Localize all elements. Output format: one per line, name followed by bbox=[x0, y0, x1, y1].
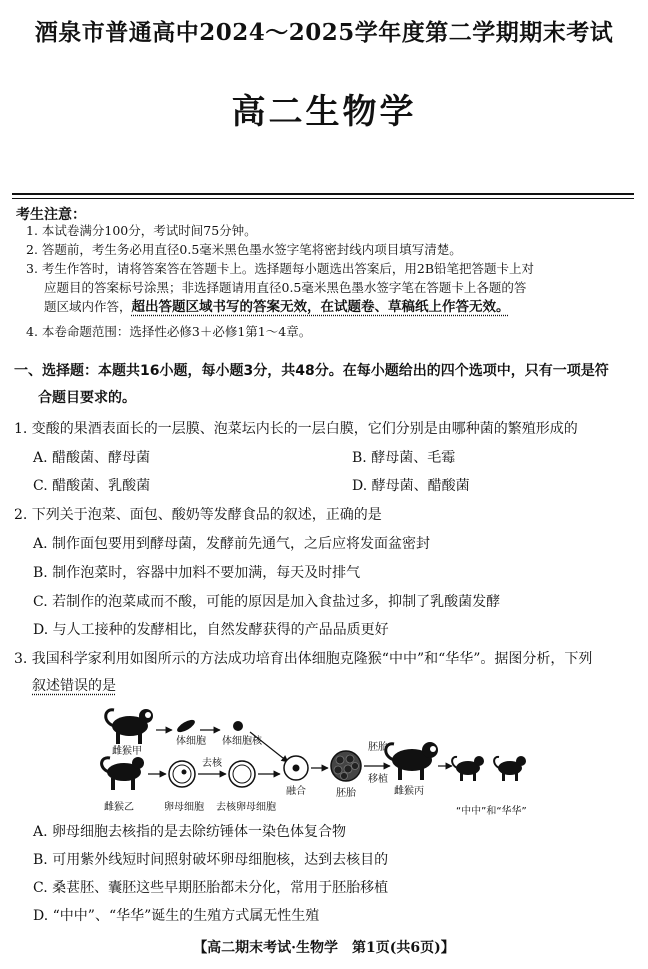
label-somatic-nucleus: 体细胞核 bbox=[222, 736, 262, 747]
page-footer: 【高二期末考试·生物学 第1页(共6页)】 bbox=[193, 940, 455, 956]
baby-monkey-icon bbox=[452, 756, 484, 781]
label-embryo-transfer-2: 移植 bbox=[368, 774, 388, 785]
question-3-option-d: D. “中中”、“华华”诞生的生殖方式属无性生殖 bbox=[33, 908, 320, 924]
exam-title: 酒泉市普通高中2024～2025学年度第二学期期末考试 bbox=[34, 19, 614, 46]
top-rule bbox=[12, 193, 634, 195]
question-3-stem: 3. 我国科学家利用如图所示的方法成功培育出体细胞克隆猴“中中”和“华华”。据图分析，下列 bbox=[14, 651, 593, 667]
label-enucleate: 去核 bbox=[202, 758, 222, 769]
section-heading-cont: 合题目要求的。 bbox=[38, 390, 136, 406]
monkey-icon bbox=[386, 742, 438, 780]
question-2-option-d: D. 与人工接种的发酵相比，自然发酵获得的产品品质更好 bbox=[33, 622, 389, 638]
label-monkey-b: 雌猴乙 bbox=[104, 802, 134, 813]
notice-item-2: 2. 答题前，考生务必用直径0.5毫米黑色墨水签字笔将密封线内项目填写清楚。 bbox=[26, 242, 462, 257]
notice-item-3-tail: 题区域内作答， bbox=[44, 299, 132, 314]
notice-item-3-cont: 应题目的答案标号涂黑；非选择题请用直径0.5毫米黑色墨水签字笔在答题卡上各题的答 bbox=[44, 280, 527, 295]
label-somatic-cell: 体细胞 bbox=[176, 736, 206, 747]
question-1-option-a: A. 醋酸菌、酵母菌 bbox=[33, 450, 151, 466]
question-2-option-c: C. 若制作的泡菜咸而不酸，可能的原因是加入食盐过多，抑制了乳酸菌发酵 bbox=[33, 594, 501, 610]
question-3-stem-cont bbox=[32, 673, 634, 699]
label-monkey-c: 雌猴丙 bbox=[394, 786, 424, 797]
arrow bbox=[250, 732, 288, 762]
notice-item-1: 1. 本试卷满分100分，考试时间75分钟。 bbox=[26, 223, 257, 238]
subject-title: 高二生物学 bbox=[231, 92, 417, 132]
nucleus-icon bbox=[233, 721, 243, 731]
somatic-cell-icon bbox=[175, 718, 196, 735]
notice-heading: 考生注意： bbox=[16, 207, 86, 223]
notice-emphasis: 超出答题区域书写的答案无效，在试题卷、草稿纸上作答无效。 bbox=[131, 299, 510, 315]
label-embryo: 胚胎 bbox=[336, 788, 356, 799]
monkey-icon bbox=[106, 709, 153, 744]
top-rule-thin bbox=[12, 198, 634, 199]
question-3-option-b: B. 可用紫外线短时间照射破坏卵母细胞核，达到去核目的 bbox=[33, 852, 389, 868]
monkey-icon bbox=[102, 757, 144, 790]
question-2-option-a: A. 制作面包要用到酵母菌，发酵前先通气，之后应将发面盆密封 bbox=[33, 536, 431, 552]
question-2-option-b: B. 制作泡菜时，容器中加料不要加满，每天及时排气 bbox=[33, 565, 361, 581]
notice-item-3-cont2 bbox=[44, 298, 638, 316]
question-3-option-c: C. 桑葚胚、囊胚这些早期胚胎都未分化，常用于胚胎移植 bbox=[33, 880, 389, 896]
section-heading: 一、选择题：本题共16小题，每小题3分，共48分。在每小题给出的四个选项中，只有一项是符 bbox=[14, 363, 609, 379]
notice-item-3: 3. 考生作答时，请将答案答在答题卡上。选择题每小题选出答案后，用2B铅笔把答题卡上对 bbox=[26, 261, 535, 276]
question-1-option-d: D. 酵母菌、醋酸菌 bbox=[352, 478, 470, 494]
label-embryo-transfer-1: 胚胎 bbox=[368, 742, 388, 753]
question-2-stem: 2. 下列关于泡菜、面包、酸奶等发酵食品的叙述，正确的是 bbox=[14, 507, 382, 523]
question-1-option-c: C. 醋酸菌、乳酸菌 bbox=[33, 478, 151, 494]
question-3-stem-tail: 叙述错误的是 bbox=[32, 678, 116, 694]
label-enucleated-oocyte: 去核卵母细胞 bbox=[216, 802, 276, 813]
embryo-icon bbox=[331, 751, 361, 781]
label-oocyte: 卵母细胞 bbox=[164, 802, 204, 813]
baby-monkey-icon bbox=[494, 756, 526, 781]
question-3-option-a: A. 卵母细胞去核指的是去除纺锤体一染色体复合物 bbox=[33, 824, 347, 840]
label-fusion: 融合 bbox=[286, 786, 306, 797]
question-1-stem: 1. 变酸的果酒表面长的一层膜、泡菜坛内长的一层白膜，它们分别是由哪种菌的繁殖形成的 bbox=[14, 421, 578, 437]
cloning-diagram bbox=[100, 702, 540, 820]
question-1-option-b: B. 酵母菌、毛霉 bbox=[352, 450, 456, 466]
label-clones: “中中”和“华华” bbox=[456, 806, 527, 817]
label-monkey-a: 雌猴甲 bbox=[112, 746, 142, 757]
notice-item-4: 4. 本卷命题范围：选择性必修3＋必修1第1～4章。 bbox=[26, 324, 312, 339]
